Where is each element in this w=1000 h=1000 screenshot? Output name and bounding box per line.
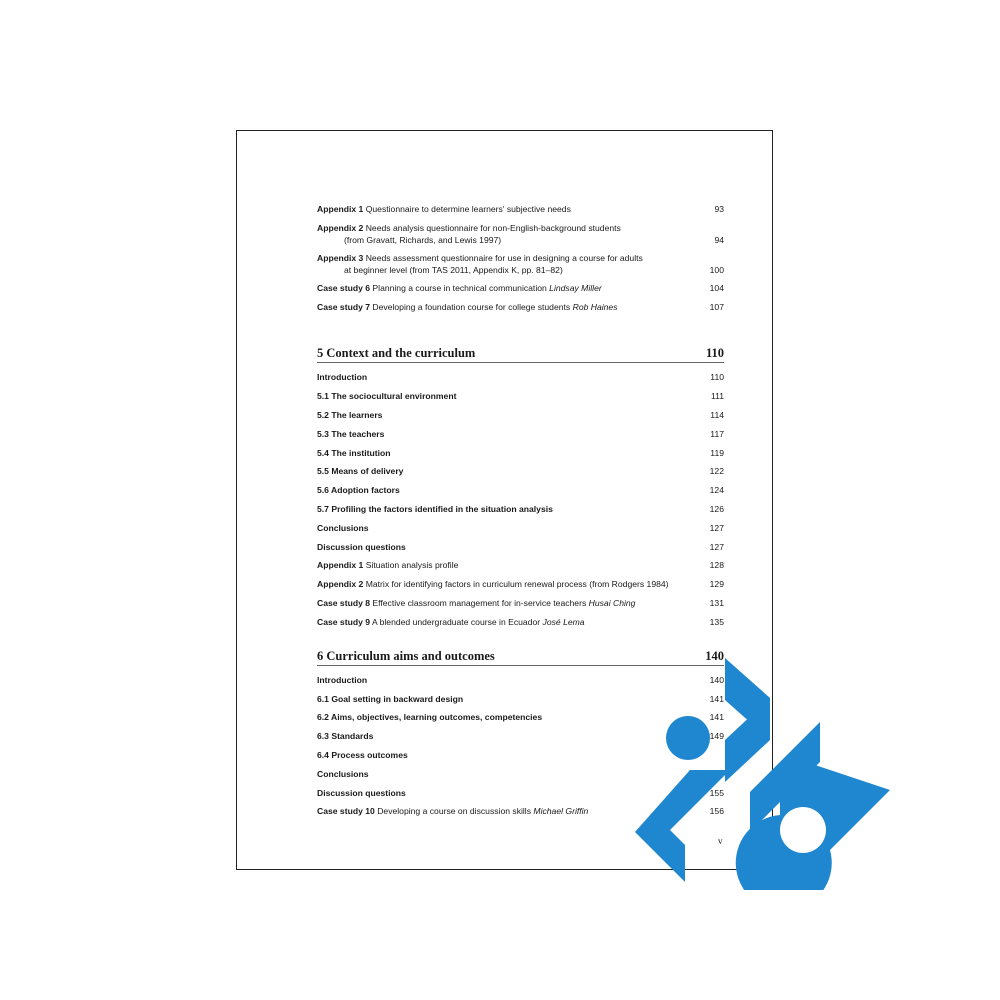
toc-entry-page-number: 127 bbox=[709, 522, 724, 533]
toc-entry-text: Questionnaire to determine learners' subjective needs bbox=[365, 204, 571, 214]
toc-entry-page-number: 131 bbox=[709, 597, 724, 608]
toc-entry-author: Lindsay Miller bbox=[549, 282, 602, 293]
toc-entry-label: Appendix 2 bbox=[317, 579, 364, 590]
toc-entry-text-continued: (from Gravatt, Richards, and Lewis 1997) bbox=[344, 234, 502, 245]
toc-entry-text: Effective classroom management for in-service teachers bbox=[372, 597, 587, 608]
toc-entry-page-number: 117 bbox=[710, 428, 724, 439]
toc-entry bbox=[317, 371, 724, 383]
toc-entry bbox=[317, 559, 724, 571]
toc-entry-text: Needs analysis questionnaire for non-English-background students bbox=[365, 222, 621, 233]
toc-entry bbox=[317, 428, 724, 440]
toc-entry-page-number: 124 bbox=[709, 485, 724, 496]
toc-entry-page-number: 93 bbox=[714, 204, 724, 214]
toc-entry-label: Appendix 3 bbox=[317, 252, 364, 263]
toc-entry-label: Introduction bbox=[317, 372, 368, 383]
chapter-title: 6 Curriculum aims and outcomes bbox=[317, 648, 495, 663]
toc-entry-page-number: 140 bbox=[709, 674, 724, 685]
toc-entry-label: Appendix 2 bbox=[317, 222, 364, 233]
toc-entry-label: Appendix 1 bbox=[317, 204, 364, 214]
publisher-logo-icon bbox=[630, 650, 900, 890]
toc-entry-page-number: 129 bbox=[709, 579, 724, 590]
toc-entry-text: Needs assessment questionnaire for use in designing a course for adults bbox=[365, 252, 643, 263]
toc-entry-page-number: 100 bbox=[709, 264, 724, 275]
chapter-heading bbox=[317, 345, 724, 363]
toc-entry-label: 6.3 Standards bbox=[317, 731, 374, 742]
toc-entry bbox=[317, 390, 724, 402]
toc-entry-label: 5.1 The sociocultural environment bbox=[317, 391, 457, 402]
toc-entry-label: 5.2 The learners bbox=[317, 409, 383, 420]
toc-entry-page-number: 114 bbox=[710, 409, 724, 420]
toc-entry bbox=[317, 222, 724, 246]
toc-entry bbox=[317, 409, 724, 421]
toc-entry-page-number: 111 bbox=[710, 391, 724, 402]
toc-entry bbox=[317, 447, 724, 459]
toc-entry-label: Case study 7 bbox=[317, 301, 371, 312]
toc-entry-page-number: 135 bbox=[709, 616, 724, 627]
toc-entry-label: 5.5 Means of delivery bbox=[317, 466, 404, 477]
toc-entry-label: Discussion questions bbox=[317, 787, 406, 798]
toc-entry bbox=[317, 503, 724, 515]
toc-entry bbox=[317, 465, 724, 477]
toc-entry-author: Michael Griffin bbox=[533, 806, 589, 817]
toc-entry-author: Husai Ching bbox=[588, 597, 636, 608]
toc-entry-label: 5.7 Profiling the factors identified in the situation analysis bbox=[317, 503, 553, 514]
toc-entry-page-number: 128 bbox=[709, 560, 724, 571]
toc-entry-text: Matrix for identifying factors in curriculum renewal process (from Rodgers 1984) bbox=[365, 579, 669, 590]
toc-entry-page-number: 141 bbox=[709, 712, 724, 723]
toc-entry-label: Conclusions bbox=[317, 768, 369, 779]
toc-entry-label: Appendix 1 bbox=[317, 560, 364, 571]
toc-entry-page-number: 104 bbox=[709, 282, 724, 293]
chapter-page-number: 110 bbox=[705, 346, 724, 361]
toc-entry bbox=[317, 616, 724, 628]
chapter-page-number: 140 bbox=[705, 648, 724, 663]
toc-entry-page-number: 155 bbox=[709, 787, 724, 798]
toc-entry-page-number: 94 bbox=[714, 234, 724, 245]
toc-entry-label: Conclusions bbox=[317, 522, 369, 533]
toc-entry-page-number: 141 bbox=[709, 693, 724, 704]
toc-entry-label: Discussion questions bbox=[317, 541, 406, 552]
toc-entry bbox=[317, 597, 724, 609]
toc-entry bbox=[317, 541, 724, 553]
toc-entry-label: Case study 8 bbox=[317, 597, 371, 608]
toc-entry-page-number: 122 bbox=[709, 466, 724, 477]
toc-entry-text-continued: at beginner level (from TAS 2011, Appendix K, pp. 81–82) bbox=[344, 264, 563, 275]
toc-entry-author: Rob Haines bbox=[572, 301, 618, 312]
toc-entry-label: 5.3 The teachers bbox=[317, 428, 385, 439]
toc-entry-label: Case study 9 bbox=[317, 616, 371, 627]
toc-entry bbox=[317, 301, 724, 313]
toc-entry-label: 5.6 Adoption factors bbox=[317, 485, 400, 496]
toc-entry-label: 6.1 Goal setting in backward design bbox=[317, 693, 464, 704]
toc-entry-text: Situation analysis profile bbox=[365, 560, 459, 571]
toc-entry-author: José Lema bbox=[542, 616, 585, 627]
toc-entry bbox=[317, 522, 724, 534]
toc-entry-page-number: 107 bbox=[709, 301, 724, 312]
toc-entry bbox=[317, 282, 724, 294]
toc-entry-text: A blended undergraduate course in Ecuador bbox=[371, 616, 541, 627]
toc-entry-page-number: 127 bbox=[709, 541, 724, 552]
toc-entry-text: Developing a foundation course for college students bbox=[372, 301, 571, 312]
toc-entry-text: Developing a course on discussion skills bbox=[377, 806, 532, 817]
toc-entry-page-number: 110 bbox=[710, 372, 724, 383]
toc-entry-page-number: 156 bbox=[709, 806, 724, 817]
toc-entry-label: 6.2 Aims, objectives, learning outcomes, competencies bbox=[317, 712, 543, 723]
toc-entry bbox=[317, 252, 724, 276]
toc-entry-page-number: 149 bbox=[709, 731, 724, 742]
toc-entry bbox=[317, 203, 724, 215]
page-number-roman: v bbox=[718, 836, 723, 846]
toc-entry bbox=[317, 484, 724, 496]
toc-entry bbox=[317, 578, 724, 590]
toc-entry-label: 5.4 The institution bbox=[317, 447, 391, 458]
toc-entry-label: Case study 10 bbox=[317, 806, 375, 817]
chapter-title: 5 Context and the curriculum bbox=[317, 346, 476, 361]
toc-entry-label: 6.4 Process outcomes bbox=[317, 749, 408, 760]
toc-entry-text: Planning a course in technical communication bbox=[372, 282, 547, 293]
toc-entry-page-number: 126 bbox=[709, 503, 724, 514]
toc-entry-label: Case study 6 bbox=[317, 282, 371, 293]
toc-entry-page-number: 119 bbox=[710, 447, 724, 458]
toc-entry-label: Introduction bbox=[317, 674, 368, 685]
